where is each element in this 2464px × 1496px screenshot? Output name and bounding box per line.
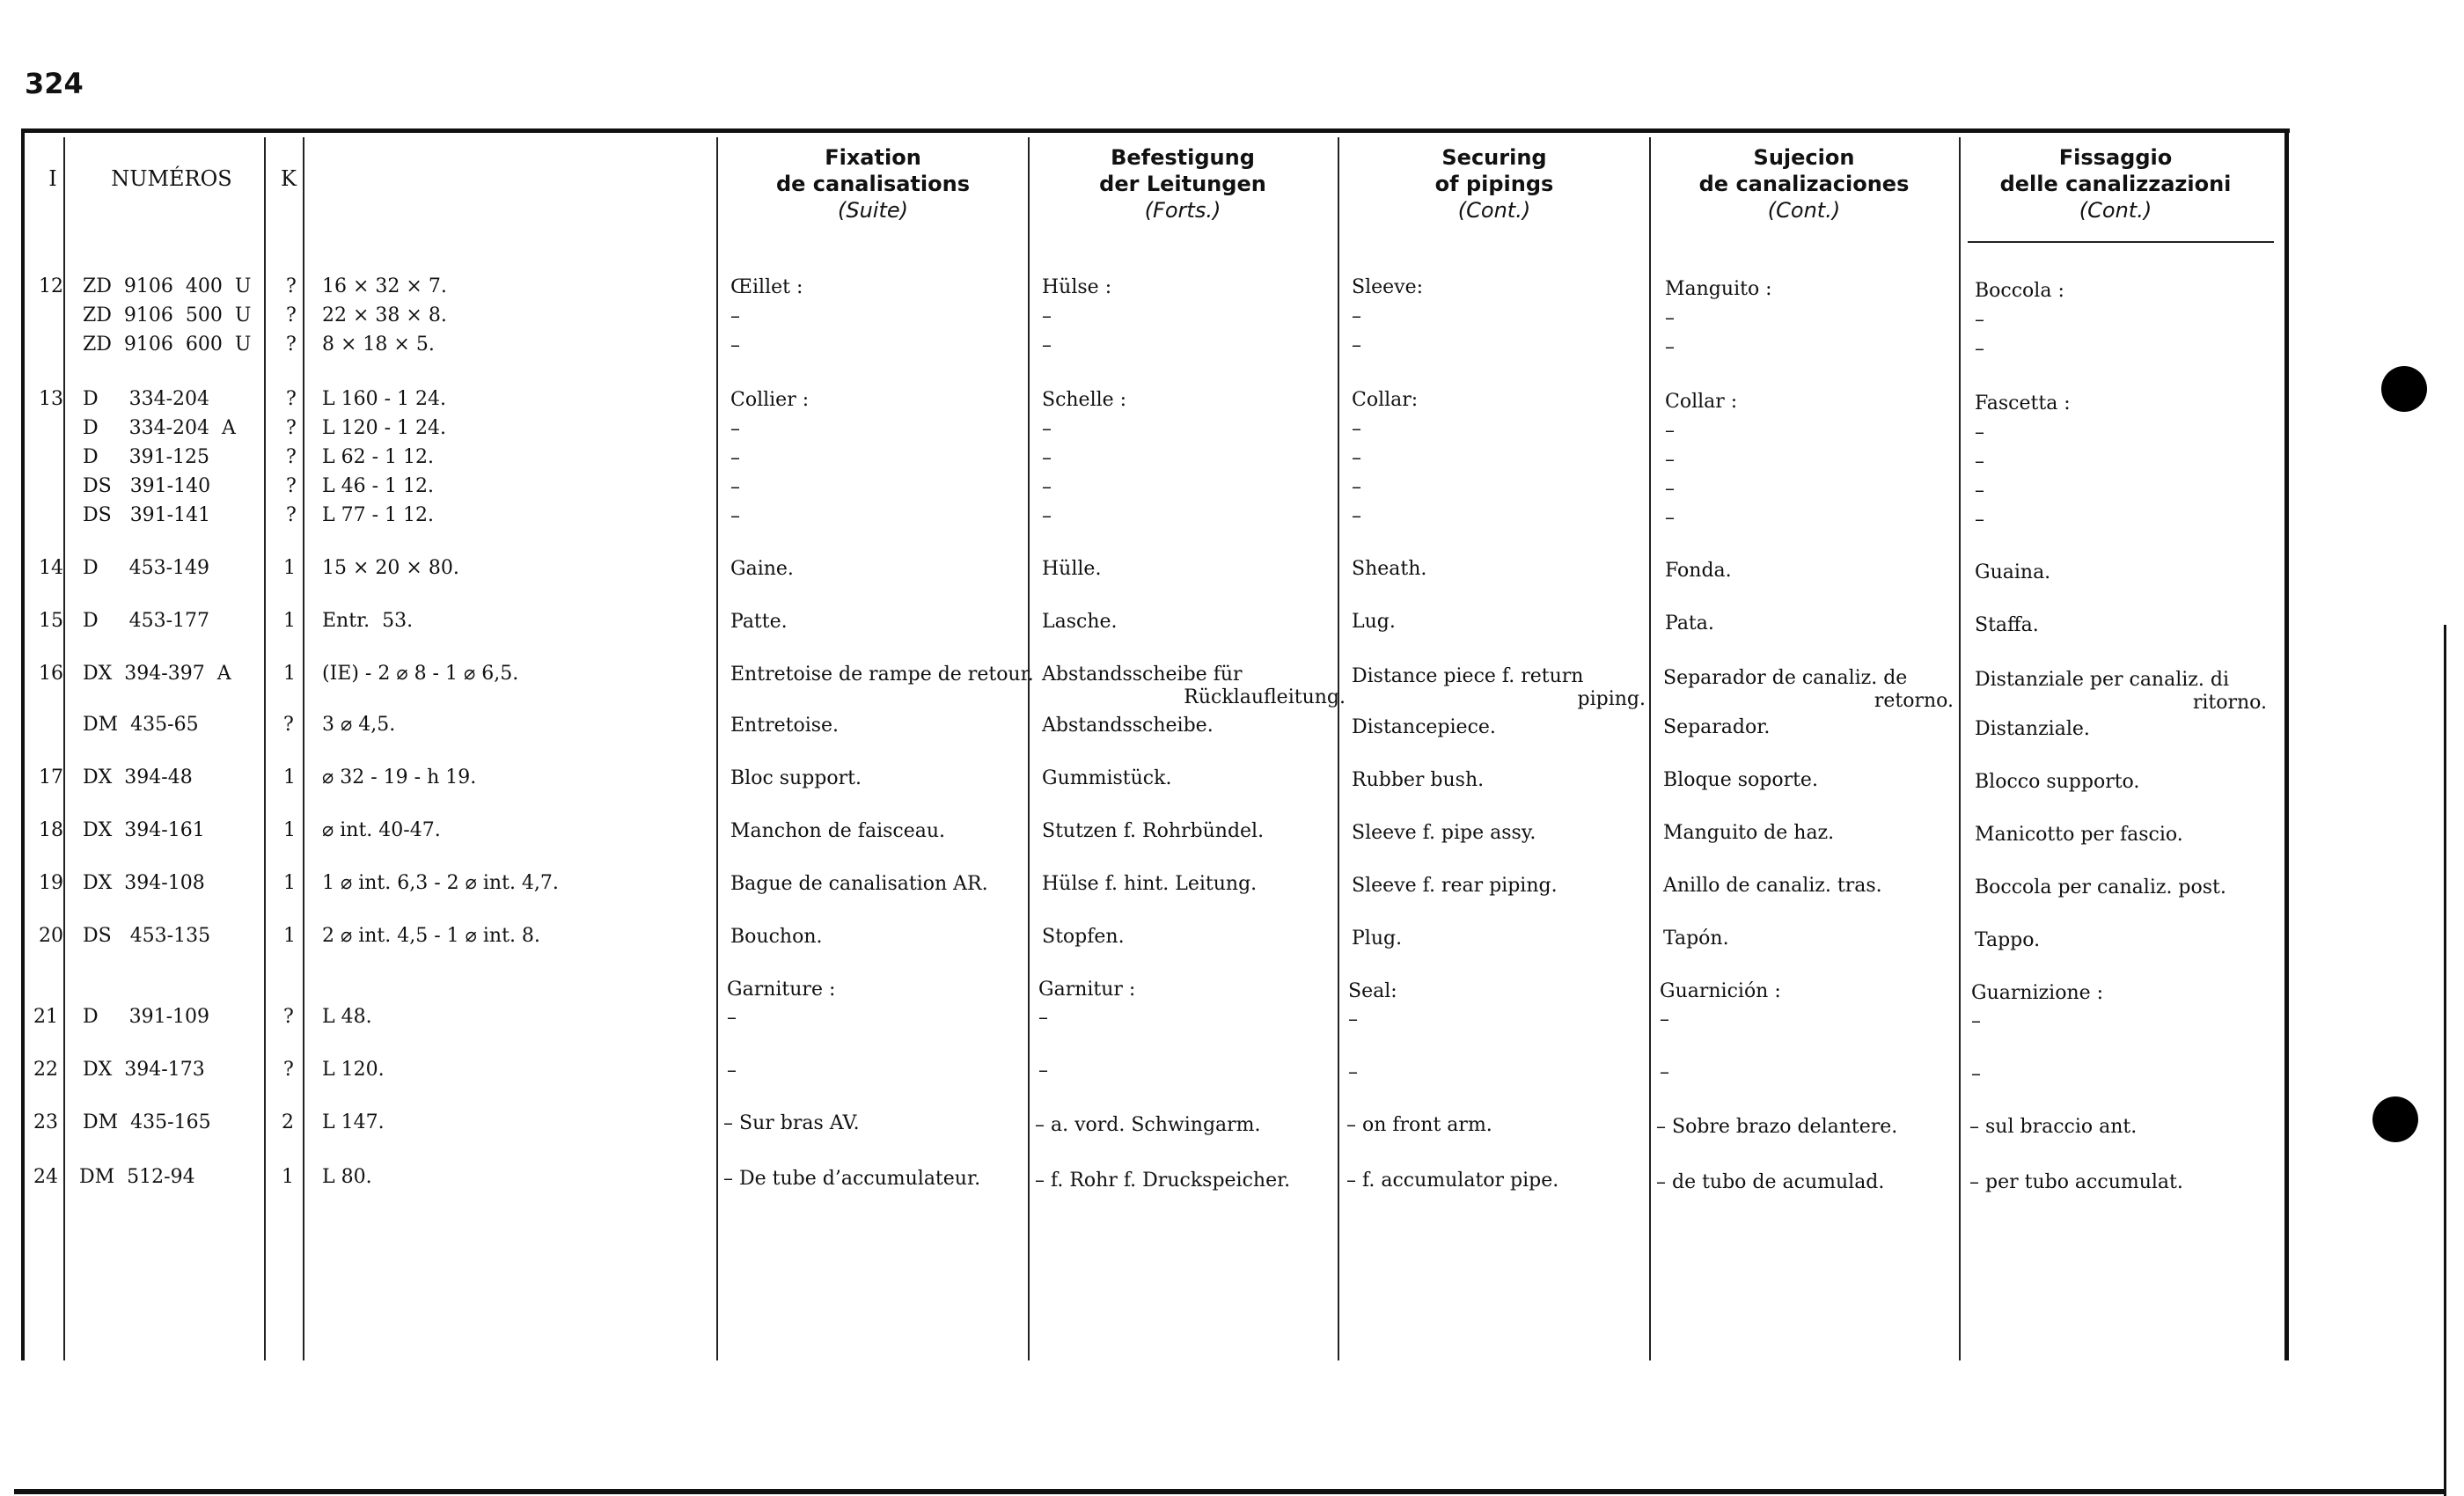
description-de: – (1042, 418, 1052, 440)
description-en: Sleeve f. pipe assy. (1352, 822, 1536, 844)
part-number: D 334-204 (83, 388, 210, 410)
header-numbers: NUMÉROS (111, 166, 232, 191)
description-fr: Bloc support. (730, 767, 862, 789)
header-italian-title: Fissaggio (2058, 145, 2173, 170)
quantity: ? (283, 1006, 294, 1028)
description-it (1975, 669, 2267, 715)
part-number: DM 435-65 (83, 714, 199, 736)
description-de: – a. vord. Schwingarm. (1035, 1114, 1261, 1136)
quantity: 1 (283, 610, 296, 632)
description-it-line2: ritorno. (2192, 692, 2267, 714)
description-en: Seal: (1348, 980, 1397, 1002)
description-fr: Gaine. (730, 558, 794, 580)
description-it: Guaina. (1975, 561, 2051, 583)
frame-right-lower-border (2444, 625, 2446, 1496)
description-it: Tappo. (1975, 929, 2041, 951)
part-number: ZD 9106 600 U (83, 334, 252, 356)
description-de: – (1038, 1007, 1048, 1029)
quantity: 2 (282, 1111, 294, 1133)
description-de: – (1042, 305, 1052, 327)
column-divider (264, 137, 266, 1360)
description-en: – (1352, 476, 1361, 498)
description-fr: – Sur bras AV. (723, 1112, 860, 1134)
frame-top-border (21, 128, 2290, 133)
row-index: 24 (33, 1166, 58, 1188)
part-number: DM 512-94 (79, 1166, 195, 1188)
description-en: – (1352, 334, 1361, 356)
description-es: Pata. (1665, 612, 1714, 634)
binder-hole (2381, 366, 2427, 412)
header-spanish-line2: de canalizaciones (1698, 172, 1910, 196)
description-it: Fascetta : (1975, 392, 2071, 414)
description-es-line2: retorno. (1874, 690, 1954, 712)
description-fr: – (727, 1060, 737, 1082)
quantity: ? (283, 714, 294, 736)
row-index: 19 (39, 872, 63, 894)
specification: L 120. (322, 1059, 385, 1081)
part-number: DS 453-135 (83, 925, 211, 947)
quantity: 1 (283, 663, 296, 685)
description-fr: – (730, 334, 740, 356)
header-english-title: Securing (1441, 145, 1547, 170)
quantity: ? (286, 504, 297, 526)
specification: L 80. (322, 1166, 372, 1188)
header-german (1033, 144, 1332, 224)
binder-hole (2372, 1096, 2418, 1142)
description-de: – (1042, 505, 1052, 527)
description-it: Guarnizione : (1971, 982, 2104, 1004)
part-number: DX 394-173 (83, 1059, 205, 1081)
quantity: ? (286, 446, 297, 468)
quantity: 1 (283, 819, 296, 841)
header-qty: K (281, 166, 297, 191)
quantity: 1 (283, 557, 296, 579)
specification: 1 ⌀ int. 6,3 - 2 ⌀ int. 4,7. (322, 872, 559, 894)
column-divider (1649, 137, 1651, 1360)
row-index: 17 (39, 766, 63, 788)
description-it: – (1975, 422, 1984, 444)
description-en: Collar: (1352, 389, 1419, 411)
description-es (1663, 667, 1954, 713)
row-index: 15 (39, 610, 63, 632)
description-fr: Patte. (730, 611, 788, 633)
quantity: ? (286, 334, 297, 356)
description-fr: Bouchon. (730, 926, 823, 948)
specification: L 77 - 1 12. (322, 504, 434, 526)
part-number: DS 391-140 (83, 475, 211, 497)
specification: 22 × 38 × 8. (322, 304, 447, 326)
description-en: Sleeve: (1352, 276, 1424, 298)
description-es: – (1660, 1008, 1669, 1030)
description-de-line1: Abstandsscheibe für (1042, 664, 1243, 686)
quantity: 1 (283, 766, 296, 788)
description-de: Schelle : (1042, 389, 1127, 411)
header-spanish-sub: (Cont.) (1767, 198, 1841, 223)
column-divider (63, 137, 65, 1360)
specification: 15 × 20 × 80. (322, 557, 459, 579)
description-it-line1: Distanziale per canaliz. di (1975, 669, 2229, 691)
description-de: Hülse f. hint. Leitung. (1042, 873, 1258, 895)
description-it: – sul braccio ant. (1969, 1116, 2138, 1138)
description-de: – (1042, 447, 1052, 469)
header-french-line2: de canalisations (775, 172, 970, 196)
description-es: – (1660, 1061, 1669, 1083)
description-de: Hülle. (1042, 558, 1102, 580)
description-fr: – (730, 476, 740, 498)
description-fr: Bague de canalisation AR. (730, 873, 988, 895)
description-es: Collar : (1665, 391, 1738, 413)
quantity: ? (286, 417, 297, 439)
description-es: Bloque soporte. (1663, 769, 1818, 791)
description-fr: Garniture : (727, 979, 836, 1001)
part-number: D 391-125 (83, 446, 210, 468)
quantity: ? (286, 388, 297, 410)
part-number: DS 391-141 (83, 504, 211, 526)
description-it: – (1975, 480, 1984, 502)
header-german-title: Befestigung (1111, 145, 1255, 170)
header-spanish (1654, 144, 1954, 224)
header-rule (1968, 241, 2274, 243)
description-en: Plug. (1352, 928, 1403, 950)
specification: L 46 - 1 12. (322, 475, 434, 497)
description-en: – f. accumulator pipe. (1346, 1170, 1559, 1192)
description-de: Stutzen f. Rohrbündel. (1042, 820, 1265, 842)
description-es: – (1665, 507, 1675, 529)
row-index: 18 (39, 819, 63, 841)
quantity: 1 (283, 872, 296, 894)
row-index: 12 (39, 275, 63, 297)
frame-right-border (2284, 128, 2289, 1360)
description-es: Fonda. (1665, 560, 1732, 582)
description-es: – (1665, 336, 1675, 358)
description-fr: – (730, 505, 740, 527)
part-number: DX 394-161 (83, 819, 205, 841)
row-index: 23 (33, 1111, 58, 1133)
description-fr: Entretoise de rampe de retour. (730, 664, 1034, 686)
description-de (1042, 664, 1346, 709)
description-de: Stopfen. (1042, 926, 1125, 948)
description-en: – (1352, 418, 1361, 440)
part-number: D 453-149 (83, 557, 210, 579)
description-it: Manicotto per fascio. (1975, 824, 2183, 846)
description-it: Blocco supporto. (1975, 771, 2140, 793)
column-divider (303, 137, 304, 1360)
specification: 2 ⌀ int. 4,5 - 1 ⌀ int. 8. (322, 925, 540, 947)
header-french-sub: (Suite) (837, 198, 908, 223)
description-en: – (1348, 1008, 1358, 1030)
specification: L 62 - 1 12. (322, 446, 434, 468)
row-index: 21 (33, 1006, 58, 1028)
description-en: Sheath. (1352, 558, 1427, 580)
description-it: – (1975, 451, 1984, 473)
header-german-sub: (Forts.) (1144, 198, 1221, 223)
description-es: Guarnición : (1660, 980, 1781, 1002)
header-italian (1966, 144, 2265, 224)
description-en: Distancepiece. (1352, 716, 1496, 738)
description-fr: Manchon de faisceau. (730, 820, 946, 842)
header-french-title: Fixation (825, 145, 921, 170)
quantity: ? (286, 475, 297, 497)
description-it: – (1975, 509, 1984, 531)
description-en: Rubber bush. (1352, 769, 1485, 791)
description-de: – (1042, 476, 1052, 498)
part-number: D 453-177 (83, 610, 210, 632)
description-it: – (1971, 1063, 1981, 1085)
header-english (1345, 144, 1644, 224)
description-it: – per tubo accumulat. (1969, 1171, 2183, 1193)
specification: 3 ⌀ 4,5. (322, 714, 396, 736)
page-number: 324 (25, 67, 84, 100)
description-es: – (1665, 449, 1675, 471)
description-fr: Collier : (730, 389, 810, 411)
description-es: – (1665, 478, 1675, 500)
description-fr: – (730, 447, 740, 469)
row-index: 13 (39, 388, 63, 410)
description-es: Anillo de canaliz. tras. (1663, 875, 1882, 897)
description-en: – (1348, 1061, 1358, 1083)
row-index: 20 (39, 925, 63, 947)
header-english-line2: of pipings (1434, 172, 1554, 196)
description-es: Manguito : (1665, 278, 1772, 300)
description-fr: – (727, 1007, 737, 1029)
description-de: Gummistück. (1042, 767, 1172, 789)
frame-bottom-border (14, 1489, 2446, 1494)
description-de: Lasche. (1042, 611, 1118, 633)
description-it: Boccola per canaliz. post. (1975, 876, 2226, 898)
description-en (1352, 665, 1646, 711)
part-number: ZD 9106 400 U (83, 275, 252, 297)
specification: Entr. 53. (322, 610, 414, 632)
part-number: DX 394-108 (83, 872, 205, 894)
description-de: – f. Rohr f. Druckspeicher. (1035, 1170, 1291, 1192)
row-index: 16 (39, 663, 63, 685)
description-en: Sleeve f. rear piping. (1352, 875, 1558, 897)
description-it: Staffa. (1975, 614, 2039, 636)
description-it: Distanziale. (1975, 718, 2090, 740)
description-de: Hülse : (1042, 276, 1112, 298)
description-en: – (1352, 447, 1361, 469)
description-es: – (1665, 420, 1675, 442)
description-de: – (1042, 334, 1052, 356)
part-number: ZD 9106 500 U (83, 304, 252, 326)
quantity: 1 (282, 1166, 294, 1188)
header-index: I (48, 166, 57, 191)
description-de: Garnitur : (1038, 979, 1136, 1001)
description-de: Abstandsscheibe. (1042, 715, 1214, 737)
description-es: – (1665, 307, 1675, 329)
quantity: 1 (283, 925, 296, 947)
part-number: DX 394-48 (83, 766, 193, 788)
specification: 16 × 32 × 7. (322, 275, 447, 297)
description-en-line2: piping. (1577, 688, 1646, 710)
description-en: Lug. (1352, 611, 1396, 633)
part-number: D 391-109 (83, 1006, 210, 1028)
description-es: Manguito de haz. (1663, 822, 1835, 844)
specification: (IE) - 2 ⌀ 8 - 1 ⌀ 6,5. (322, 663, 519, 685)
quantity: ? (283, 1059, 294, 1081)
description-de-line2: Rücklaufleitung. (1184, 686, 1346, 708)
description-es: – Sobre brazo delantere. (1656, 1116, 1898, 1138)
specification: L 160 - 1 24. (322, 388, 446, 410)
header-english-sub: (Cont.) (1457, 198, 1531, 223)
row-index: 14 (39, 557, 63, 579)
description-fr: Entretoise. (730, 715, 840, 737)
header-italian-line2: delle canalizzazioni (1999, 172, 2232, 196)
quantity: ? (286, 304, 297, 326)
description-fr: – De tube d’accumulateur. (723, 1168, 981, 1190)
part-number: DX 394-397 A (83, 663, 231, 685)
header-italian-sub: (Cont.) (2079, 198, 2152, 223)
header-french (723, 144, 1023, 224)
description-en: – (1352, 305, 1361, 327)
specification: 8 × 18 × 5. (322, 334, 435, 356)
header-german-line2: der Leitungen (1099, 172, 1266, 196)
description-de: – (1038, 1060, 1048, 1082)
header-spanish-title: Sujecion (1753, 145, 1855, 170)
specification: L 120 - 1 24. (322, 417, 446, 439)
description-it: – (1975, 309, 1984, 331)
description-fr: – (730, 305, 740, 327)
row-index: 22 (33, 1059, 58, 1081)
quantity: ? (286, 275, 297, 297)
description-it: Boccola : (1975, 280, 2064, 302)
part-number: D 334-204 A (83, 417, 236, 439)
specification: L 147. (322, 1111, 385, 1133)
description-fr: – (730, 418, 740, 440)
description-en-line1: Distance piece f. return (1352, 665, 1584, 687)
description-fr: Œillet : (730, 276, 803, 298)
column-divider (1028, 137, 1030, 1360)
description-es: – de tubo de acumulad. (1656, 1171, 1885, 1193)
frame-left-border (21, 128, 25, 1360)
description-es-line1: Separador de canaliz. de (1663, 667, 1908, 689)
description-en: – (1352, 505, 1361, 527)
specification: ⌀ int. 40-47. (322, 819, 441, 841)
part-number: DM 435-165 (83, 1111, 211, 1133)
description-it: – (1975, 338, 1984, 360)
column-divider (1338, 137, 1339, 1360)
column-divider (1959, 137, 1961, 1360)
column-divider (716, 137, 718, 1360)
description-it: – (1971, 1010, 1981, 1032)
specification: ⌀ 32 - 19 - h 19. (322, 766, 477, 788)
description-es: Separador. (1663, 716, 1771, 738)
description-en: – on front arm. (1346, 1114, 1492, 1136)
specification: L 48. (322, 1006, 372, 1028)
description-es: Tapón. (1663, 928, 1729, 950)
